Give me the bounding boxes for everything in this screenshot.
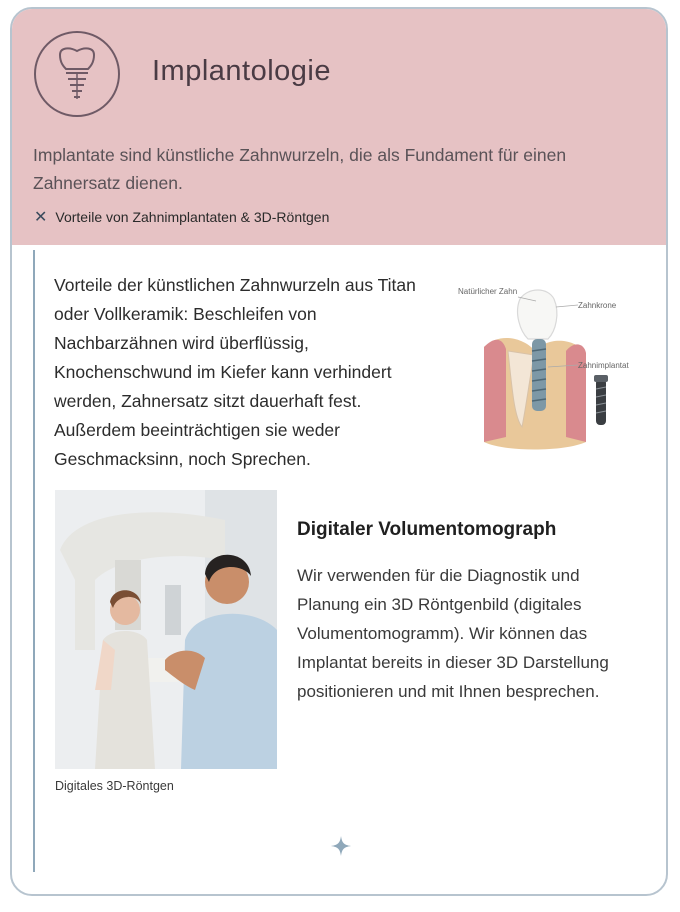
- label-natural-tooth: Natürlicher Zahn: [458, 287, 518, 296]
- section-subtitle: Digitaler Volumentomograph: [297, 519, 557, 540]
- photo-caption: Digitales 3D-Röntgen: [55, 779, 174, 793]
- accordion-toggle-label: Vorteile von Zahnimplantaten & 3D-Röntgen: [55, 209, 330, 225]
- card-header: [12, 9, 666, 245]
- sparkle-icon: [330, 835, 352, 857]
- label-crown: Zahnkrone: [578, 301, 617, 310]
- content-accent-line: [33, 250, 35, 872]
- benefits-paragraph: Vorteile der künstlichen Zahnwurzeln aus Titan oder Vollkeramik: Beschleifen von Nachbarzähnen wird überflüssig, Knochenschwund im Kiefer kann verhindert werden, Zahnersatz sitzt dauerhaft fest. Außerdem beeinträchtigen sie weder Geschmacksinn, noch Sprechen.: [54, 275, 416, 469]
- implantology-card: [10, 7, 668, 896]
- xray-photo: [55, 490, 277, 769]
- intro-text: Implantate sind künstliche Zahnwurzeln, die als Fundament für einen Zahnersatz dienen.: [33, 145, 567, 193]
- tooth-implant-icon: [34, 31, 120, 117]
- label-implant: Zahnimplantat: [578, 361, 629, 370]
- tooth-implant-figure: [444, 277, 634, 452]
- close-x-icon[interactable]: ✕: [34, 209, 48, 226]
- page-title: Implantologie: [152, 55, 331, 87]
- tomograph-paragraph: Wir verwenden für die Diagnostik und Planung ein 3D Röntgenbild (digitales Volumentomogramm). Wir können das Implantat bereits in dieser 3D Darstellung positionieren und mit Ihnen besprechen.: [297, 566, 609, 701]
- accordion-toggle[interactable]: [34, 207, 329, 227]
